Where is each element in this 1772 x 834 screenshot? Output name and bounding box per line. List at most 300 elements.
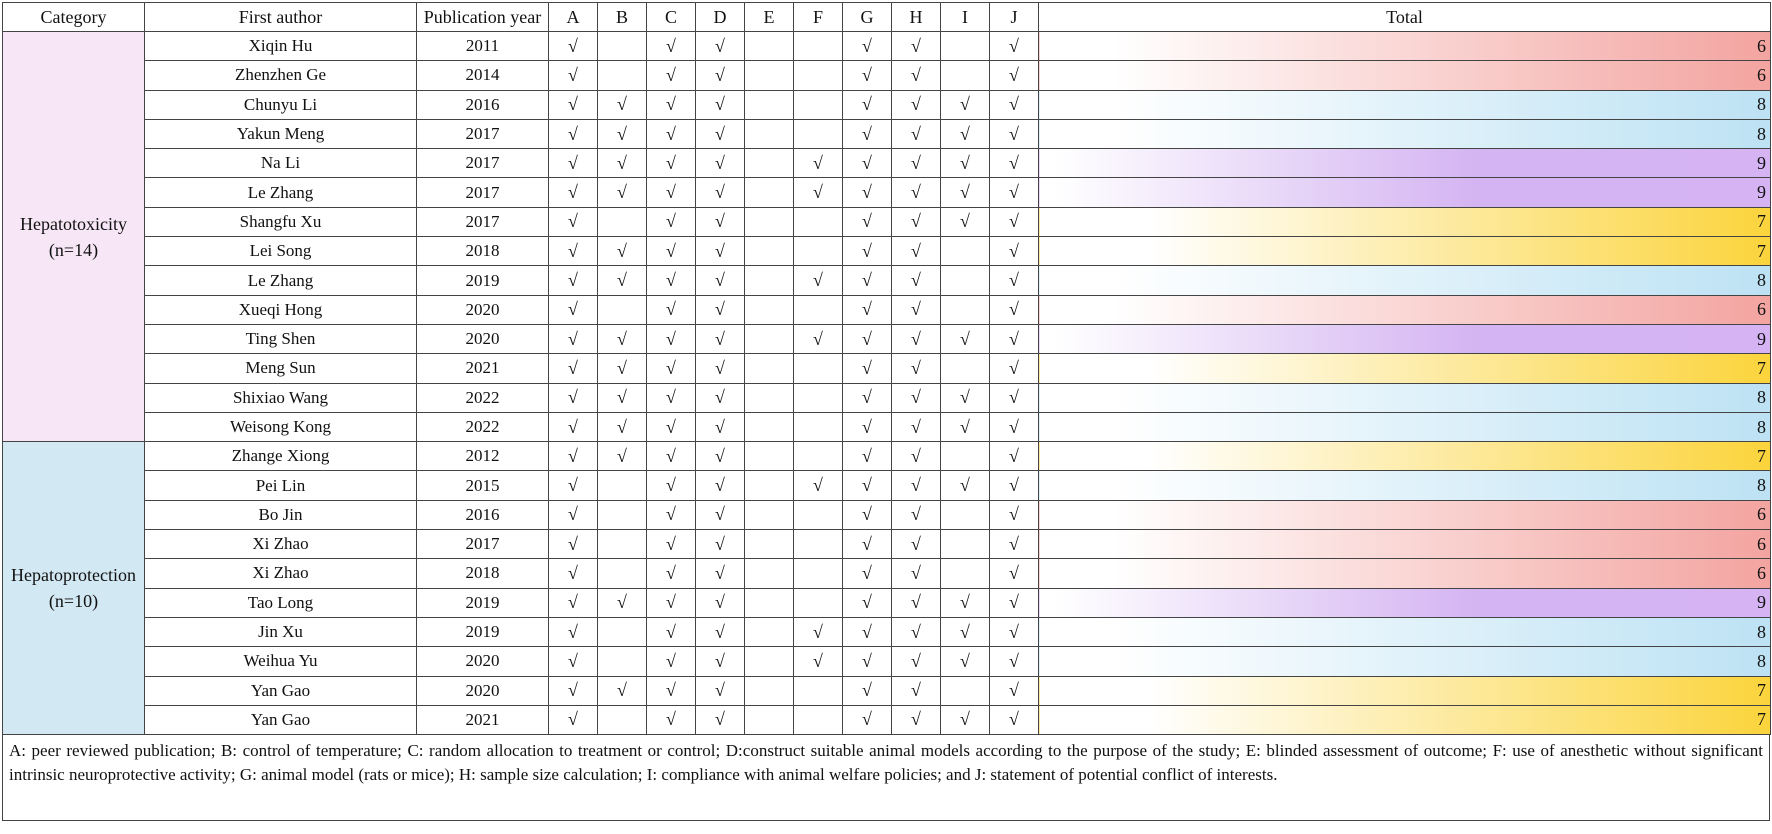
criterion-a-cell [549, 61, 598, 90]
criterion-a-cell [549, 559, 598, 588]
check-mark-icon: √ [960, 328, 970, 349]
check-mark-icon: √ [617, 680, 627, 701]
check-mark-icon: √ [666, 680, 676, 701]
criterion-f-cell [794, 295, 843, 324]
table-row [3, 324, 1771, 353]
check-mark-icon: √ [1009, 211, 1019, 232]
criterion-d-cell [696, 530, 745, 559]
criterion-h-cell [892, 32, 941, 61]
author-cell: Xi Zhao [145, 559, 417, 588]
author-cell: Na Li [145, 149, 417, 178]
author-cell: Shangfu Xu [145, 207, 417, 236]
check-mark-icon: √ [1009, 475, 1019, 496]
check-mark-icon: √ [568, 680, 578, 701]
criterion-g-cell [843, 412, 892, 441]
year-cell: 2015 [417, 471, 549, 500]
total-score-cell: 8 [1039, 617, 1771, 646]
table-row [3, 266, 1771, 295]
table-row [3, 588, 1771, 617]
table-row [3, 295, 1771, 324]
criterion-a-cell [549, 90, 598, 119]
criterion-d-cell [696, 617, 745, 646]
criterion-a-cell [549, 32, 598, 61]
header-criterion-d: D [696, 3, 745, 32]
check-mark-icon: √ [911, 592, 921, 613]
check-mark-icon: √ [960, 621, 970, 642]
table-row [3, 178, 1771, 207]
author-cell: Le Zhang [145, 266, 417, 295]
criterion-f-cell [794, 617, 843, 646]
criterion-h-cell [892, 295, 941, 324]
check-mark-icon: √ [715, 94, 725, 115]
criterion-g-cell [843, 442, 892, 471]
table-row [3, 471, 1771, 500]
author-cell: Weisong Kong [145, 412, 417, 441]
check-mark-icon: √ [1009, 299, 1019, 320]
check-mark-icon: √ [911, 621, 921, 642]
criterion-d-cell [696, 354, 745, 383]
criterion-c-cell [647, 237, 696, 266]
criterion-b-cell [598, 32, 647, 61]
check-mark-icon: √ [862, 562, 872, 583]
criterion-j-cell [990, 266, 1039, 295]
criterion-c-cell [647, 412, 696, 441]
criterion-a-cell [549, 647, 598, 676]
criterion-a-cell [549, 149, 598, 178]
year-cell: 2020 [417, 324, 549, 353]
year-cell: 2020 [417, 647, 549, 676]
total-score-cell: 8 [1039, 471, 1771, 500]
year-cell: 2022 [417, 383, 549, 412]
criterion-b-cell [598, 442, 647, 471]
criterion-g-cell [843, 178, 892, 207]
table-row [3, 119, 1771, 148]
criterion-h-cell [892, 61, 941, 90]
criterion-i-cell [941, 207, 990, 236]
criterion-d-cell [696, 178, 745, 207]
check-mark-icon: √ [862, 709, 872, 730]
check-mark-icon: √ [911, 240, 921, 261]
check-mark-icon: √ [960, 416, 970, 437]
check-mark-icon: √ [715, 152, 725, 173]
check-mark-icon: √ [568, 416, 578, 437]
header-row [3, 3, 1771, 32]
check-mark-icon: √ [715, 357, 725, 378]
criterion-g-cell [843, 324, 892, 353]
total-score-cell: 7 [1039, 237, 1771, 266]
check-mark-icon: √ [666, 621, 676, 642]
criterion-h-cell [892, 471, 941, 500]
check-mark-icon: √ [1009, 123, 1019, 144]
header-publication-year: Publication year [417, 3, 549, 32]
criterion-h-cell [892, 412, 941, 441]
criterion-j-cell [990, 61, 1039, 90]
criterion-e-cell [745, 237, 794, 266]
header-criterion-h: H [892, 3, 941, 32]
criterion-j-cell [990, 32, 1039, 61]
header-criterion-a: A [549, 3, 598, 32]
year-cell: 2017 [417, 119, 549, 148]
criterion-d-cell [696, 647, 745, 676]
criterion-d-cell [696, 705, 745, 734]
criterion-c-cell [647, 442, 696, 471]
check-mark-icon: √ [1009, 592, 1019, 613]
criterion-h-cell [892, 207, 941, 236]
criterion-f-cell [794, 61, 843, 90]
criteria-legend-footnote: A: peer reviewed publication; B: control of temperature; C: random allocation to treatment or control; D:construct suitable animal models according to the purpose of the study; E: blinded assessment of outcome; F: use of anesthetic without significant intrinsic neuroprotective activity; G: animal model (rats or mice); H: sample size calculation; I: compliance with animal welfare policies; and J: statement of potential conflict of interests. [2, 735, 1770, 821]
check-mark-icon: √ [911, 211, 921, 232]
check-mark-icon: √ [1009, 152, 1019, 173]
year-cell: 2018 [417, 237, 549, 266]
quality-assessment-table-container [2, 2, 1770, 832]
criterion-e-cell [745, 324, 794, 353]
criterion-h-cell [892, 500, 941, 529]
check-mark-icon: √ [911, 709, 921, 730]
check-mark-icon: √ [666, 650, 676, 671]
author-cell: Xueqi Hong [145, 295, 417, 324]
criterion-i-cell [941, 295, 990, 324]
criterion-g-cell [843, 559, 892, 588]
total-score-cell: 9 [1039, 178, 1771, 207]
criterion-b-cell [598, 119, 647, 148]
total-score-cell: 7 [1039, 354, 1771, 383]
check-mark-icon: √ [1009, 182, 1019, 203]
criterion-a-cell [549, 266, 598, 295]
check-mark-icon: √ [568, 387, 578, 408]
criterion-i-cell [941, 354, 990, 383]
header-criterion-i: I [941, 3, 990, 32]
check-mark-icon: √ [862, 152, 872, 173]
criterion-d-cell [696, 119, 745, 148]
criterion-c-cell [647, 500, 696, 529]
criterion-j-cell [990, 705, 1039, 734]
criterion-a-cell [549, 119, 598, 148]
criterion-e-cell [745, 705, 794, 734]
check-mark-icon: √ [960, 650, 970, 671]
criterion-g-cell [843, 149, 892, 178]
check-mark-icon: √ [568, 475, 578, 496]
check-mark-icon: √ [666, 387, 676, 408]
criterion-e-cell [745, 90, 794, 119]
check-mark-icon: √ [715, 621, 725, 642]
criterion-g-cell [843, 530, 892, 559]
table-row [3, 383, 1771, 412]
criterion-e-cell [745, 61, 794, 90]
criterion-g-cell [843, 32, 892, 61]
check-mark-icon: √ [568, 64, 578, 85]
criterion-c-cell [647, 471, 696, 500]
check-mark-icon: √ [1009, 416, 1019, 437]
criterion-f-cell [794, 588, 843, 617]
check-mark-icon: √ [960, 123, 970, 144]
check-mark-icon: √ [568, 709, 578, 730]
check-mark-icon: √ [911, 357, 921, 378]
criterion-j-cell [990, 559, 1039, 588]
check-mark-icon: √ [666, 709, 676, 730]
criterion-b-cell [598, 559, 647, 588]
criterion-b-cell [598, 354, 647, 383]
criterion-j-cell [990, 412, 1039, 441]
check-mark-icon: √ [1009, 240, 1019, 261]
criterion-g-cell [843, 617, 892, 646]
criterion-i-cell [941, 676, 990, 705]
criterion-e-cell [745, 149, 794, 178]
criterion-g-cell [843, 90, 892, 119]
author-cell: Shixiao Wang [145, 383, 417, 412]
check-mark-icon: √ [568, 94, 578, 115]
criterion-i-cell [941, 588, 990, 617]
year-cell: 2014 [417, 61, 549, 90]
author-cell: Zhenzhen Ge [145, 61, 417, 90]
criterion-b-cell [598, 617, 647, 646]
criterion-a-cell [549, 383, 598, 412]
criterion-h-cell [892, 149, 941, 178]
criterion-d-cell [696, 412, 745, 441]
check-mark-icon: √ [617, 328, 627, 349]
check-mark-icon: √ [715, 416, 725, 437]
criterion-c-cell [647, 119, 696, 148]
check-mark-icon: √ [715, 475, 725, 496]
check-mark-icon: √ [1009, 650, 1019, 671]
check-mark-icon: √ [666, 445, 676, 466]
check-mark-icon: √ [666, 240, 676, 261]
header-first-author: First author [145, 3, 417, 32]
check-mark-icon: √ [568, 211, 578, 232]
criterion-c-cell [647, 705, 696, 734]
category-name: Hepatoprotection [11, 565, 136, 586]
criterion-j-cell [990, 676, 1039, 705]
year-cell: 2011 [417, 32, 549, 61]
total-score-cell: 9 [1039, 588, 1771, 617]
check-mark-icon: √ [911, 416, 921, 437]
total-score-cell: 7 [1039, 442, 1771, 471]
total-score-cell: 8 [1039, 412, 1771, 441]
criterion-c-cell [647, 266, 696, 295]
criterion-j-cell [990, 324, 1039, 353]
check-mark-icon: √ [617, 445, 627, 466]
criterion-b-cell [598, 178, 647, 207]
criterion-h-cell [892, 647, 941, 676]
criterion-f-cell [794, 471, 843, 500]
criterion-f-cell [794, 266, 843, 295]
year-cell: 2017 [417, 178, 549, 207]
check-mark-icon: √ [862, 211, 872, 232]
check-mark-icon: √ [568, 152, 578, 173]
criterion-c-cell [647, 647, 696, 676]
criterion-d-cell [696, 559, 745, 588]
criterion-f-cell [794, 705, 843, 734]
criterion-f-cell [794, 500, 843, 529]
criterion-i-cell [941, 266, 990, 295]
criterion-e-cell [745, 559, 794, 588]
check-mark-icon: √ [617, 94, 627, 115]
check-mark-icon: √ [813, 182, 823, 203]
criterion-f-cell [794, 383, 843, 412]
criterion-f-cell [794, 354, 843, 383]
criterion-d-cell [696, 442, 745, 471]
criterion-f-cell [794, 178, 843, 207]
criterion-g-cell [843, 61, 892, 90]
criterion-e-cell [745, 471, 794, 500]
criterion-e-cell [745, 500, 794, 529]
table-row [3, 647, 1771, 676]
criterion-g-cell [843, 354, 892, 383]
criterion-c-cell [647, 559, 696, 588]
criterion-b-cell [598, 61, 647, 90]
total-score-cell: 7 [1039, 705, 1771, 734]
total-score-cell: 6 [1039, 61, 1771, 90]
criterion-i-cell [941, 119, 990, 148]
check-mark-icon: √ [1009, 328, 1019, 349]
check-mark-icon: √ [1009, 64, 1019, 85]
check-mark-icon: √ [666, 299, 676, 320]
criterion-f-cell [794, 647, 843, 676]
criterion-h-cell [892, 119, 941, 148]
check-mark-icon: √ [813, 328, 823, 349]
criterion-d-cell [696, 295, 745, 324]
criterion-j-cell [990, 119, 1039, 148]
criterion-f-cell [794, 442, 843, 471]
criterion-b-cell [598, 90, 647, 119]
check-mark-icon: √ [617, 240, 627, 261]
author-cell: Pei Lin [145, 471, 417, 500]
check-mark-icon: √ [715, 211, 725, 232]
criterion-c-cell [647, 61, 696, 90]
year-cell: 2021 [417, 705, 549, 734]
total-score-cell: 6 [1039, 295, 1771, 324]
criterion-f-cell [794, 149, 843, 178]
criterion-j-cell [990, 295, 1039, 324]
author-cell: Yan Gao [145, 705, 417, 734]
criterion-a-cell [549, 207, 598, 236]
criterion-j-cell [990, 588, 1039, 617]
criterion-i-cell [941, 617, 990, 646]
check-mark-icon: √ [666, 211, 676, 232]
criterion-h-cell [892, 559, 941, 588]
criterion-g-cell [843, 471, 892, 500]
check-mark-icon: √ [960, 182, 970, 203]
table-row [3, 61, 1771, 90]
category-count: (n=10) [48, 591, 99, 612]
criterion-d-cell [696, 471, 745, 500]
criterion-j-cell [990, 442, 1039, 471]
check-mark-icon: √ [911, 680, 921, 701]
check-mark-icon: √ [813, 650, 823, 671]
criterion-a-cell [549, 530, 598, 559]
check-mark-icon: √ [1009, 709, 1019, 730]
year-cell: 2020 [417, 676, 549, 705]
check-mark-icon: √ [862, 592, 872, 613]
criterion-i-cell [941, 90, 990, 119]
criterion-i-cell [941, 471, 990, 500]
table-row [3, 530, 1771, 559]
check-mark-icon: √ [715, 562, 725, 583]
table-row [3, 412, 1771, 441]
check-mark-icon: √ [568, 328, 578, 349]
check-mark-icon: √ [568, 592, 578, 613]
check-mark-icon: √ [666, 416, 676, 437]
criterion-f-cell [794, 90, 843, 119]
check-mark-icon: √ [715, 182, 725, 203]
check-mark-icon: √ [862, 123, 872, 144]
check-mark-icon: √ [666, 562, 676, 583]
criterion-f-cell [794, 237, 843, 266]
check-mark-icon: √ [911, 475, 921, 496]
criterion-j-cell [990, 530, 1039, 559]
criterion-j-cell [990, 90, 1039, 119]
criterion-b-cell [598, 295, 647, 324]
table-row [3, 500, 1771, 529]
check-mark-icon: √ [911, 533, 921, 554]
table-row [3, 237, 1771, 266]
criterion-j-cell [990, 383, 1039, 412]
total-score-cell: 8 [1039, 647, 1771, 676]
check-mark-icon: √ [862, 35, 872, 56]
year-cell: 2017 [417, 149, 549, 178]
check-mark-icon: √ [715, 650, 725, 671]
criterion-d-cell [696, 237, 745, 266]
criterion-i-cell [941, 149, 990, 178]
total-score-cell: 8 [1039, 119, 1771, 148]
check-mark-icon: √ [715, 240, 725, 261]
check-mark-icon: √ [911, 504, 921, 525]
criterion-a-cell [549, 237, 598, 266]
table-row [3, 617, 1771, 646]
table-body [3, 32, 1771, 735]
criterion-d-cell [696, 383, 745, 412]
check-mark-icon: √ [862, 650, 872, 671]
check-mark-icon: √ [617, 123, 627, 144]
criterion-a-cell [549, 676, 598, 705]
criterion-e-cell [745, 119, 794, 148]
category-cell [3, 442, 145, 735]
table-row [3, 442, 1771, 471]
criterion-i-cell [941, 324, 990, 353]
check-mark-icon: √ [715, 123, 725, 144]
check-mark-icon: √ [911, 123, 921, 144]
check-mark-icon: √ [862, 387, 872, 408]
criterion-e-cell [745, 412, 794, 441]
criterion-c-cell [647, 324, 696, 353]
check-mark-icon: √ [1009, 94, 1019, 115]
year-cell: 2012 [417, 442, 549, 471]
criterion-i-cell [941, 559, 990, 588]
total-score-cell: 9 [1039, 149, 1771, 178]
criterion-h-cell [892, 530, 941, 559]
check-mark-icon: √ [666, 270, 676, 291]
check-mark-icon: √ [911, 445, 921, 466]
author-cell: Le Zhang [145, 178, 417, 207]
header-criterion-f: F [794, 3, 843, 32]
criterion-c-cell [647, 617, 696, 646]
year-cell: 2019 [417, 617, 549, 646]
criterion-c-cell [647, 530, 696, 559]
check-mark-icon: √ [911, 562, 921, 583]
criterion-a-cell [549, 471, 598, 500]
criterion-j-cell [990, 178, 1039, 207]
criterion-g-cell [843, 295, 892, 324]
header-category: Category [3, 3, 145, 32]
header-criterion-j: J [990, 3, 1039, 32]
criterion-c-cell [647, 588, 696, 617]
criterion-e-cell [745, 676, 794, 705]
criterion-c-cell [647, 178, 696, 207]
check-mark-icon: √ [862, 182, 872, 203]
author-cell: Ting Shen [145, 324, 417, 353]
criterion-f-cell [794, 676, 843, 705]
criterion-c-cell [647, 676, 696, 705]
criterion-h-cell [892, 237, 941, 266]
